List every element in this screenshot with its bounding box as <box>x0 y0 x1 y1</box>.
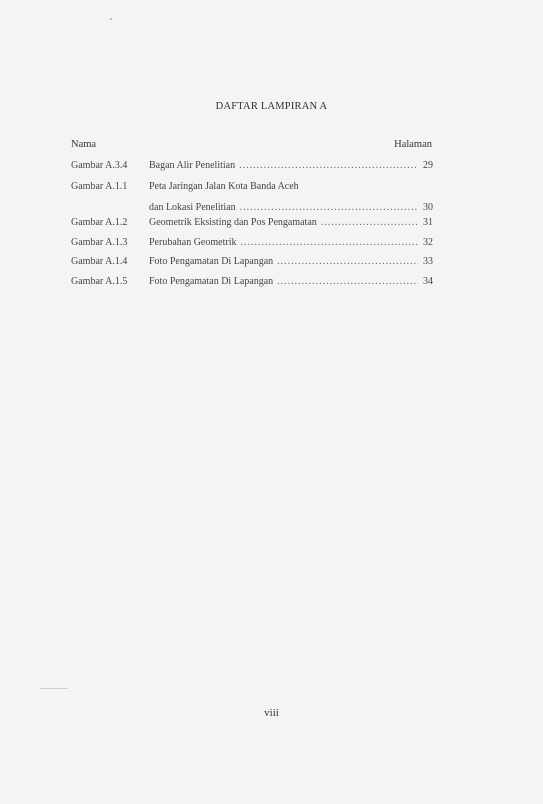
list-item <box>71 160 433 174</box>
page-number: viii <box>264 707 279 719</box>
list-item <box>71 276 433 290</box>
entry-code: Gambar A.3.4 <box>71 160 128 171</box>
scan-mark <box>40 688 68 689</box>
entry-description <box>149 181 433 192</box>
entry-description <box>149 202 433 213</box>
entry-title: Peta Jaringan Jalan Kota Banda Aceh <box>149 181 299 192</box>
leader-dots <box>277 276 418 287</box>
list-item <box>71 256 433 270</box>
entry-page: 29 <box>423 160 433 171</box>
entry-title: Geometrik Eksisting dan Pos Pengamatan <box>149 217 317 228</box>
entry-description <box>149 256 433 267</box>
entry-description <box>149 160 433 171</box>
leader-dots <box>321 217 418 228</box>
entry-title: dan Lokasi Penelitian <box>149 202 236 213</box>
entry-page: 32 <box>423 237 433 248</box>
list-item <box>71 181 433 195</box>
page-title: DAFTAR LAMPIRAN A <box>215 101 328 112</box>
entry-description <box>149 237 433 248</box>
leader-dots <box>239 160 418 171</box>
entry-page: 30 <box>423 202 433 213</box>
column-header-name: Nama <box>71 139 97 150</box>
list-item <box>71 237 433 251</box>
leader-dots <box>240 202 418 213</box>
entry-page: 33 <box>423 256 433 267</box>
entry-code: Gambar A.1.5 <box>71 276 128 287</box>
entry-page: 31 <box>423 217 433 228</box>
entry-code: Gambar A.1.1 <box>71 181 128 192</box>
entry-title: Bagan Alir Penelitian <box>149 160 236 171</box>
entry-title: Foto Pengamatan Di Lapangan <box>149 256 274 267</box>
entry-code: Gambar A.1.2 <box>71 217 128 228</box>
entry-description <box>149 276 433 287</box>
column-header-page: Halaman <box>394 139 432 150</box>
entry-title: Foto Pengamatan Di Lapangan <box>149 276 274 287</box>
entry-code: Gambar A.1.3 <box>71 237 128 248</box>
list-item <box>71 202 433 216</box>
scan-speck <box>110 18 112 20</box>
entry-description <box>149 217 433 228</box>
list-item <box>71 217 433 231</box>
entry-code: Gambar A.1.4 <box>71 256 128 267</box>
entry-page: 34 <box>423 276 433 287</box>
leader-dots <box>277 256 418 267</box>
leader-dots <box>240 237 418 248</box>
entry-title: Perubahan Geometrik <box>149 237 237 248</box>
